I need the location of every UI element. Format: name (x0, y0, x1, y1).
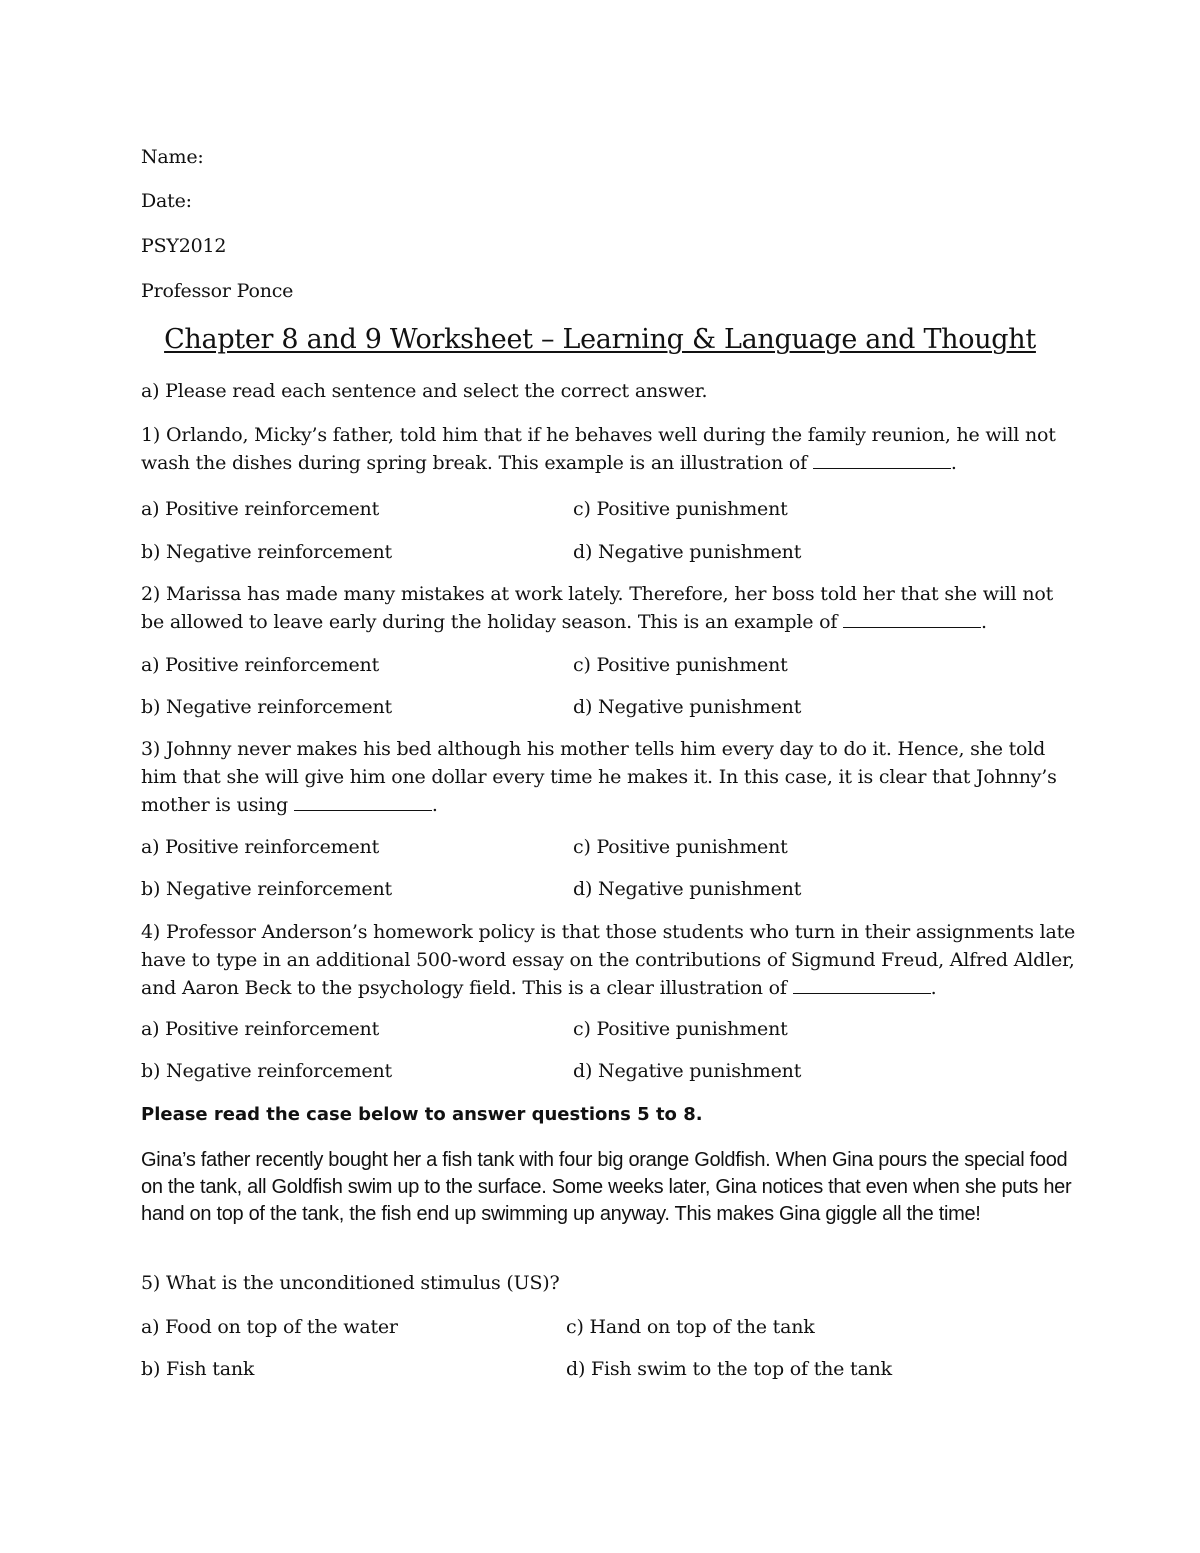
instruction: a) Please read each sentence and select the correct answer. (141, 380, 708, 402)
question-text: 1) Orlando, Micky’s father, told him that if he behaves well during the family reunion, he will not wash the dishes during spring break. This example is an illustration of (141, 424, 1056, 474)
question-text: 2) Marissa has made many mistakes at work lately. Therefore, her boss told her that she will not be allowed to leave early during the holiday season. This is an example of (141, 583, 1054, 633)
q5-option-a: a) Food on top of the water (141, 1316, 398, 1338)
q1-option-b: b) Negative reinforcement (141, 541, 392, 563)
question-5: 5) What is the unconditioned stimulus (US)? (141, 1272, 560, 1294)
q2-option-a: a) Positive reinforcement (141, 654, 380, 676)
professor-name: Professor Ponce (141, 280, 294, 302)
case-instruction: Please read the case below to answer questions 5 to 8. (141, 1104, 703, 1125)
course-code: PSY2012 (141, 235, 227, 257)
q5-option-c: c) Hand on top of the tank (566, 1316, 815, 1338)
q5-option-b: b) Fish tank (141, 1358, 255, 1380)
q3-option-b: b) Negative reinforcement (141, 878, 392, 900)
q4-option-d: d) Negative punishment (573, 1060, 802, 1082)
question-4 (141, 918, 1076, 1002)
date-label: Date: (141, 190, 192, 212)
q3-option-d: d) Negative punishment (573, 878, 802, 900)
q4-option-a: a) Positive reinforcement (141, 1018, 380, 1040)
question-end: . (930, 977, 937, 999)
case-text: Gina’s father recently bought her a fish tank with four big orange Goldfish. When Gina pours the special food on the tank, all Goldfish swim up to the surface. Some weeks later, Gina notices that even when she puts her hand on top of the tank, the fish end up swimming up anyway. This makes Gina giggle all the time! (141, 1149, 1072, 1225)
question-text: 4) Professor Anderson’s homework policy is that those students who turn in their assignments late have to type in an additional 500-word essay on the contributions of Sigmund Freud, Alfred Aldler, and Aaron Beck to the psychology field. This is a clear illustration of (141, 921, 1076, 999)
question-text: 3) Johnny never makes his bed although his mother tells him every day to do it. Hence, she told him that she will give him one dollar every time he makes it. In this case, it is clear that Johnny’s mother is using (141, 738, 1057, 816)
worksheet-title: Chapter 8 and 9 Worksheet – Learning & Language and Thought (164, 324, 1036, 355)
q3-option-c: c) Positive punishment (573, 836, 788, 858)
question-3 (141, 735, 1076, 819)
q1-option-d: d) Negative punishment (573, 541, 802, 563)
name-label: Name: (141, 146, 204, 168)
q4-option-b: b) Negative reinforcement (141, 1060, 392, 1082)
answer-blank (813, 450, 951, 469)
question-end: . (950, 452, 957, 474)
q3-option-a: a) Positive reinforcement (141, 836, 380, 858)
question-end: . (981, 611, 987, 633)
question-1 (141, 421, 1076, 477)
q1-option-c: c) Positive punishment (573, 498, 788, 520)
q5-option-d: d) Fish swim to the top of the tank (566, 1358, 892, 1380)
answer-blank (843, 609, 981, 628)
q2-option-b: b) Negative reinforcement (141, 696, 392, 718)
question-end: . (431, 794, 438, 816)
q2-option-d: d) Negative punishment (573, 696, 802, 718)
answer-blank (793, 975, 931, 994)
q1-option-a: a) Positive reinforcement (141, 498, 380, 520)
q2-option-c: c) Positive punishment (573, 654, 788, 676)
answer-blank (294, 792, 432, 811)
q4-option-c: c) Positive punishment (573, 1018, 788, 1040)
question-2 (141, 580, 1076, 636)
